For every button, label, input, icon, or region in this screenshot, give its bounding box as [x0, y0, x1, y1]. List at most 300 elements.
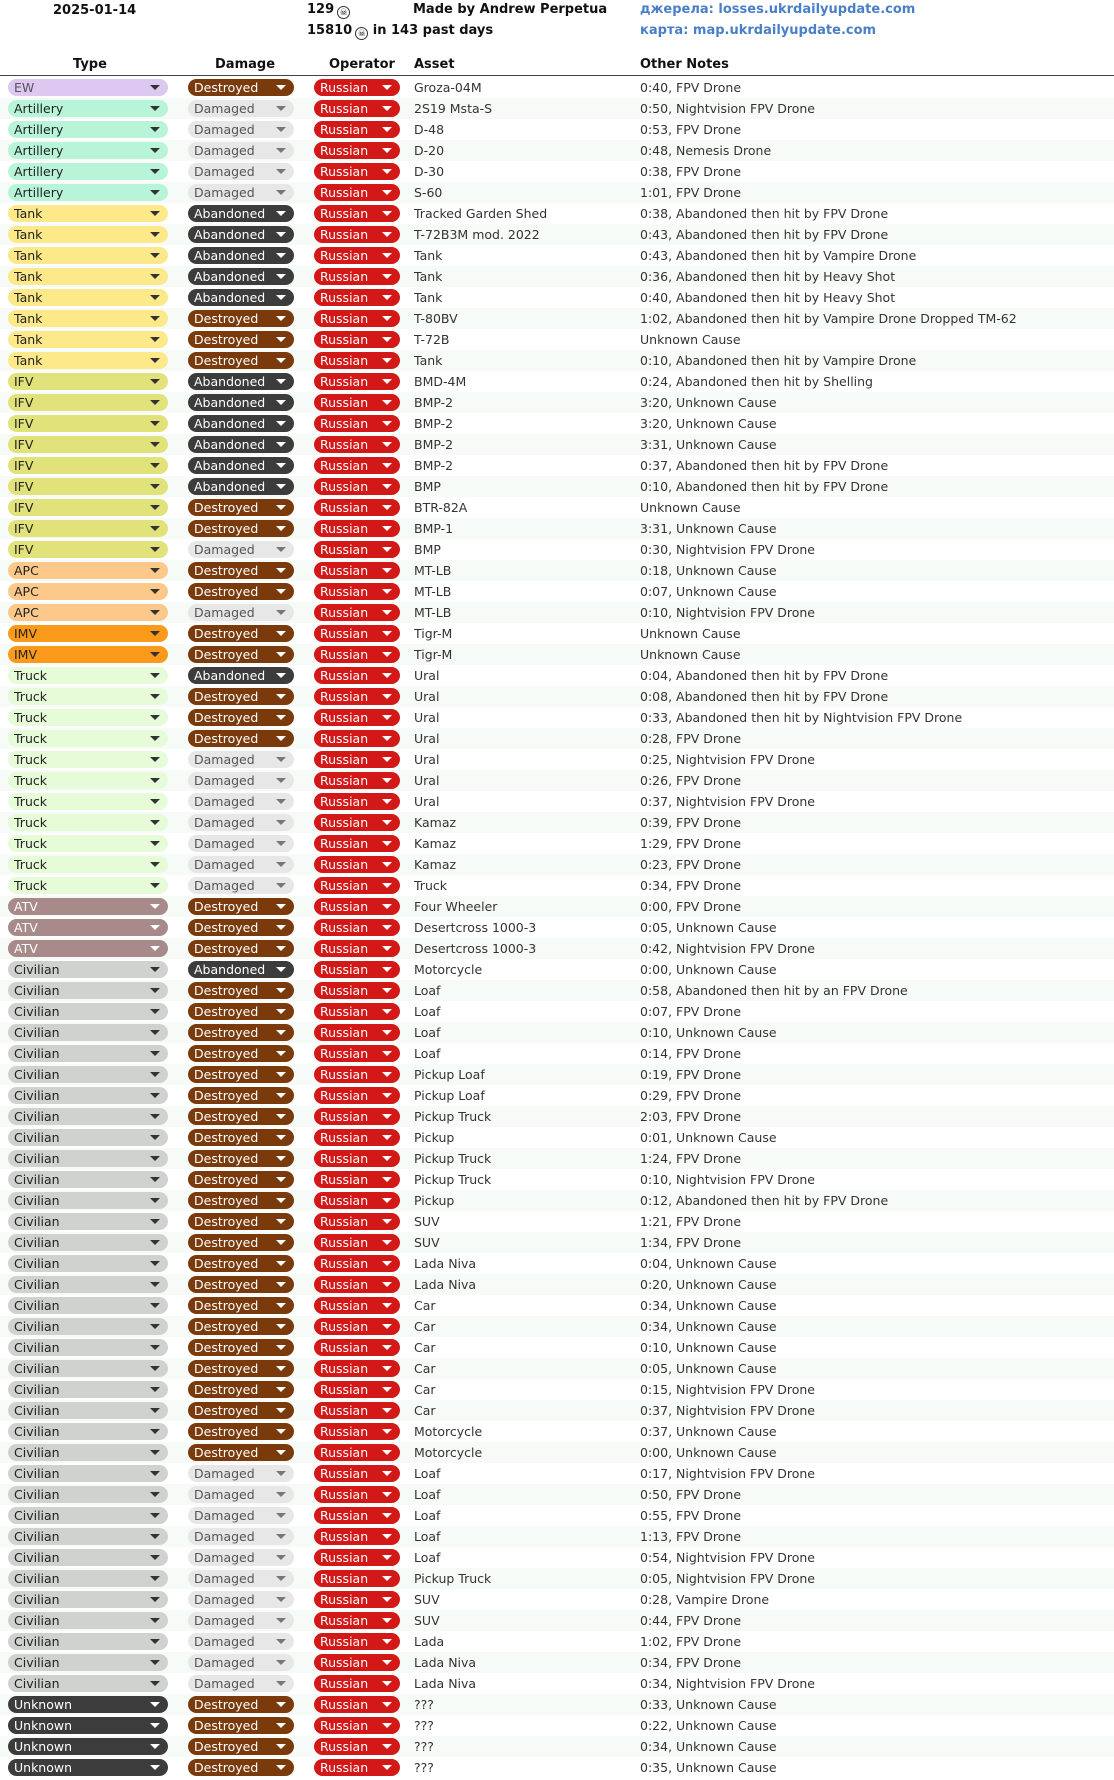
- type-dropdown[interactable]: IFV: [8, 415, 168, 432]
- table-row: [0, 1022, 1114, 1043]
- type-dropdown[interactable]: Civilian: [8, 1087, 168, 1104]
- operator-dropdown[interactable]: Russian: [314, 1717, 400, 1734]
- operator-dropdown[interactable]: Russian: [314, 1486, 400, 1503]
- asset-cell: BMP-2: [414, 458, 454, 473]
- damage-dropdown[interactable]: Destroyed: [188, 79, 294, 96]
- operator-dropdown[interactable]: Russian: [314, 142, 400, 159]
- operator-dropdown[interactable]: Russian: [314, 415, 400, 432]
- type-dropdown[interactable]: Civilian: [8, 1003, 168, 1020]
- damage-dropdown[interactable]: Damaged: [188, 877, 294, 894]
- operator-dropdown[interactable]: Russian: [314, 835, 400, 852]
- operator-dropdown[interactable]: Russian: [314, 394, 400, 411]
- table-row: [0, 728, 1114, 749]
- damage-dropdown[interactable]: Damaged: [188, 856, 294, 873]
- type-dropdown[interactable]: Civilian: [8, 1486, 168, 1503]
- table-row: [0, 1736, 1114, 1757]
- type-dropdown[interactable]: Civilian: [8, 1381, 168, 1398]
- notes-cell: 0:10, Unknown Cause: [640, 1025, 777, 1040]
- asset-cell: Car: [414, 1340, 436, 1355]
- operator-dropdown[interactable]: Russian: [314, 1150, 400, 1167]
- asset-cell: Pickup: [414, 1130, 455, 1145]
- type-dropdown[interactable]: Civilian: [8, 1129, 168, 1146]
- operator-dropdown[interactable]: Russian: [314, 289, 400, 306]
- type-dropdown[interactable]: Civilian: [8, 1150, 168, 1167]
- table-row: [0, 1106, 1114, 1127]
- type-dropdown[interactable]: Tank: [8, 226, 168, 243]
- operator-dropdown[interactable]: Russian: [314, 1423, 400, 1440]
- notes-cell: 1:21, FPV Drone: [640, 1214, 742, 1229]
- operator-dropdown[interactable]: Russian: [314, 1738, 400, 1755]
- damage-dropdown[interactable]: Damaged: [188, 1528, 294, 1545]
- damage-dropdown[interactable]: Destroyed: [188, 919, 294, 936]
- operator-dropdown[interactable]: Russian: [314, 961, 400, 978]
- type-dropdown[interactable]: Truck: [8, 751, 168, 768]
- type-dropdown[interactable]: Tank: [8, 205, 168, 222]
- operator-dropdown[interactable]: Russian: [314, 667, 400, 684]
- damage-dropdown[interactable]: Abandoned: [188, 457, 294, 474]
- operator-dropdown[interactable]: Russian: [314, 646, 400, 663]
- type-dropdown[interactable]: Civilian: [8, 1318, 168, 1335]
- operator-dropdown[interactable]: Russian: [314, 688, 400, 705]
- damage-dropdown[interactable]: Destroyed: [188, 520, 294, 537]
- type-dropdown[interactable]: Tank: [8, 268, 168, 285]
- type-dropdown[interactable]: APC: [8, 604, 168, 621]
- operator-dropdown[interactable]: Russian: [314, 562, 400, 579]
- damage-dropdown[interactable]: Abandoned: [188, 667, 294, 684]
- notes-cell: 3:20, Unknown Cause: [640, 395, 777, 410]
- type-dropdown[interactable]: IMV: [8, 625, 168, 642]
- damage-dropdown[interactable]: Destroyed: [188, 1129, 294, 1146]
- damage-dropdown[interactable]: Destroyed: [188, 625, 294, 642]
- damage-dropdown[interactable]: Damaged: [188, 541, 294, 558]
- type-dropdown[interactable]: ATV: [8, 919, 168, 936]
- operator-dropdown[interactable]: Russian: [314, 1171, 400, 1188]
- damage-dropdown[interactable]: Destroyed: [188, 1423, 294, 1440]
- notes-cell: 0:37, Unknown Cause: [640, 1424, 777, 1439]
- report-date: 2025-01-14: [53, 3, 137, 18]
- type-dropdown[interactable]: Civilian: [8, 1024, 168, 1041]
- type-dropdown[interactable]: IFV: [8, 478, 168, 495]
- damage-dropdown[interactable]: Destroyed: [188, 730, 294, 747]
- table-row: [0, 623, 1114, 644]
- damage-dropdown[interactable]: Damaged: [188, 1675, 294, 1692]
- type-dropdown[interactable]: Civilian: [8, 1507, 168, 1524]
- type-dropdown[interactable]: Tank: [8, 352, 168, 369]
- damage-dropdown[interactable]: Destroyed: [188, 352, 294, 369]
- notes-cell: 1:02, FPV Drone: [640, 1634, 742, 1649]
- damage-dropdown[interactable]: Destroyed: [188, 1276, 294, 1293]
- operator-dropdown[interactable]: Russian: [314, 1129, 400, 1146]
- damage-dropdown[interactable]: Destroyed: [188, 562, 294, 579]
- type-dropdown[interactable]: Civilian: [8, 1234, 168, 1251]
- operator-dropdown[interactable]: Russian: [314, 877, 400, 894]
- table-row: [0, 392, 1114, 413]
- damage-dropdown[interactable]: Abandoned: [188, 394, 294, 411]
- asset-cell: BMP: [414, 542, 441, 557]
- operator-dropdown[interactable]: Russian: [314, 163, 400, 180]
- table-row: [0, 434, 1114, 455]
- damage-dropdown[interactable]: Destroyed: [188, 1024, 294, 1041]
- damage-dropdown[interactable]: Destroyed: [188, 898, 294, 915]
- asset-cell: Car: [414, 1319, 436, 1334]
- damage-dropdown[interactable]: Destroyed: [188, 310, 294, 327]
- damage-dropdown[interactable]: Destroyed: [188, 1108, 294, 1125]
- type-dropdown[interactable]: Truck: [8, 688, 168, 705]
- operator-dropdown[interactable]: Russian: [314, 1675, 400, 1692]
- asset-cell: Motorcycle: [414, 962, 483, 977]
- type-dropdown[interactable]: Civilian: [8, 1213, 168, 1230]
- type-dropdown[interactable]: Civilian: [8, 1045, 168, 1062]
- asset-cell: Loaf: [414, 1466, 441, 1481]
- operator-dropdown[interactable]: Russian: [314, 1759, 400, 1776]
- damage-dropdown[interactable]: Damaged: [188, 184, 294, 201]
- skull-icon: ☠: [355, 27, 368, 40]
- damage-dropdown[interactable]: Damaged: [188, 142, 294, 159]
- operator-dropdown[interactable]: Russian: [314, 310, 400, 327]
- table-row: [0, 1484, 1114, 1505]
- operator-dropdown[interactable]: Russian: [314, 1276, 400, 1293]
- damage-dropdown[interactable]: Destroyed: [188, 331, 294, 348]
- operator-dropdown[interactable]: Russian: [314, 1192, 400, 1209]
- operator-dropdown[interactable]: Russian: [314, 121, 400, 138]
- type-dropdown[interactable]: Artillery: [8, 163, 168, 180]
- operator-dropdown[interactable]: Russian: [314, 1528, 400, 1545]
- type-dropdown[interactable]: Civilian: [8, 1276, 168, 1293]
- type-dropdown[interactable]: Civilian: [8, 1108, 168, 1125]
- damage-dropdown[interactable]: Damaged: [188, 1507, 294, 1524]
- operator-dropdown[interactable]: Russian: [314, 1570, 400, 1587]
- damage-dropdown[interactable]: Abandoned: [188, 961, 294, 978]
- operator-dropdown[interactable]: Russian: [314, 814, 400, 831]
- type-dropdown[interactable]: Truck: [8, 730, 168, 747]
- damage-dropdown[interactable]: Abandoned: [188, 478, 294, 495]
- damage-dropdown[interactable]: Destroyed: [188, 1066, 294, 1083]
- type-dropdown[interactable]: Civilian: [8, 1591, 168, 1608]
- type-dropdown[interactable]: Civilian: [8, 1654, 168, 1671]
- type-dropdown[interactable]: Truck: [8, 877, 168, 894]
- operator-dropdown[interactable]: Russian: [314, 373, 400, 390]
- damage-dropdown[interactable]: Destroyed: [188, 1444, 294, 1461]
- type-dropdown[interactable]: IFV: [8, 499, 168, 516]
- damage-dropdown[interactable]: Damaged: [188, 1549, 294, 1566]
- operator-dropdown[interactable]: Russian: [314, 1360, 400, 1377]
- asset-cell: Motorcycle: [414, 1445, 483, 1460]
- notes-cell: 0:30, Nightvision FPV Drone: [640, 542, 815, 557]
- damage-dropdown[interactable]: Destroyed: [188, 1738, 294, 1755]
- damage-dropdown[interactable]: Destroyed: [188, 1381, 294, 1398]
- type-dropdown[interactable]: Truck: [8, 772, 168, 789]
- table-row: [0, 1169, 1114, 1190]
- operator-dropdown[interactable]: Russian: [314, 1633, 400, 1650]
- type-dropdown[interactable]: Truck: [8, 835, 168, 852]
- operator-dropdown[interactable]: Russian: [314, 1612, 400, 1629]
- damage-dropdown[interactable]: Damaged: [188, 1591, 294, 1608]
- damage-dropdown[interactable]: Damaged: [188, 121, 294, 138]
- damage-dropdown[interactable]: Abandoned: [188, 436, 294, 453]
- operator-dropdown[interactable]: Russian: [314, 1024, 400, 1041]
- type-dropdown[interactable]: Artillery: [8, 121, 168, 138]
- operator-dropdown[interactable]: Russian: [314, 1297, 400, 1314]
- damage-dropdown[interactable]: Abandoned: [188, 226, 294, 243]
- operator-dropdown[interactable]: Russian: [314, 457, 400, 474]
- type-dropdown[interactable]: IFV: [8, 394, 168, 411]
- type-dropdown[interactable]: Civilian: [8, 1633, 168, 1650]
- type-dropdown[interactable]: Civilian: [8, 961, 168, 978]
- damage-dropdown[interactable]: Damaged: [188, 793, 294, 810]
- operator-dropdown[interactable]: Russian: [314, 625, 400, 642]
- damage-dropdown[interactable]: Destroyed: [188, 646, 294, 663]
- damage-dropdown[interactable]: Destroyed: [188, 1234, 294, 1251]
- notes-cell: 1:13, FPV Drone: [640, 1529, 742, 1544]
- operator-dropdown[interactable]: Russian: [314, 79, 400, 96]
- notes-cell: 0:48, Nemesis Drone: [640, 143, 772, 158]
- type-dropdown[interactable]: Civilian: [8, 1444, 168, 1461]
- type-dropdown[interactable]: Civilian: [8, 1570, 168, 1587]
- type-dropdown[interactable]: Tank: [8, 289, 168, 306]
- type-dropdown[interactable]: Artillery: [8, 184, 168, 201]
- type-dropdown[interactable]: Tank: [8, 310, 168, 327]
- type-dropdown[interactable]: Truck: [8, 856, 168, 873]
- notes-cell: 0:34, Unknown Cause: [640, 1319, 777, 1334]
- damage-dropdown[interactable]: Damaged: [188, 1465, 294, 1482]
- type-dropdown[interactable]: Unknown: [8, 1759, 168, 1776]
- type-dropdown[interactable]: APC: [8, 583, 168, 600]
- operator-dropdown[interactable]: Russian: [314, 226, 400, 243]
- operator-dropdown[interactable]: Russian: [314, 1465, 400, 1482]
- notes-cell: 0:39, FPV Drone: [640, 815, 742, 830]
- table-row: [0, 203, 1114, 224]
- operator-dropdown[interactable]: Russian: [314, 1003, 400, 1020]
- column-header-notes: Other Notes: [640, 57, 729, 72]
- type-dropdown[interactable]: IFV: [8, 541, 168, 558]
- operator-dropdown[interactable]: Russian: [314, 772, 400, 789]
- type-dropdown[interactable]: IFV: [8, 457, 168, 474]
- table-row: [0, 308, 1114, 329]
- type-dropdown[interactable]: Artillery: [8, 142, 168, 159]
- sources-link[interactable]: джерела: losses.ukrdailyupdate.com: [640, 2, 916, 17]
- operator-dropdown[interactable]: Russian: [314, 1381, 400, 1398]
- operator-dropdown[interactable]: Russian: [314, 856, 400, 873]
- operator-dropdown[interactable]: Russian: [314, 583, 400, 600]
- type-dropdown[interactable]: IMV: [8, 646, 168, 663]
- type-dropdown[interactable]: Civilian: [8, 1297, 168, 1314]
- asset-cell: Loaf: [414, 983, 441, 998]
- operator-dropdown[interactable]: Russian: [314, 1087, 400, 1104]
- damage-dropdown[interactable]: Abandoned: [188, 268, 294, 285]
- type-dropdown[interactable]: Civilian: [8, 1360, 168, 1377]
- damage-dropdown[interactable]: Destroyed: [188, 1087, 294, 1104]
- table-row: [0, 518, 1114, 539]
- type-dropdown[interactable]: Unknown: [8, 1696, 168, 1713]
- operator-dropdown[interactable]: Russian: [314, 1108, 400, 1125]
- notes-cell: 0:34, FPV Drone: [640, 878, 742, 893]
- notes-cell: 0:53, FPV Drone: [640, 122, 742, 137]
- damage-dropdown[interactable]: Damaged: [188, 772, 294, 789]
- damage-dropdown[interactable]: Abandoned: [188, 247, 294, 264]
- type-dropdown[interactable]: APC: [8, 562, 168, 579]
- table-row: [0, 938, 1114, 959]
- asset-cell: Tank: [414, 269, 443, 284]
- operator-dropdown[interactable]: Russian: [314, 100, 400, 117]
- damage-dropdown[interactable]: Destroyed: [188, 982, 294, 999]
- notes-cell: 0:25, Nightvision FPV Drone: [640, 752, 815, 767]
- damage-dropdown[interactable]: Destroyed: [188, 1192, 294, 1209]
- asset-cell: Motorcycle: [414, 1424, 483, 1439]
- operator-dropdown[interactable]: Russian: [314, 478, 400, 495]
- operator-dropdown[interactable]: Russian: [314, 730, 400, 747]
- operator-dropdown[interactable]: Russian: [314, 1234, 400, 1251]
- damage-dropdown[interactable]: Destroyed: [188, 1045, 294, 1062]
- table-row: [0, 749, 1114, 770]
- damage-dropdown[interactable]: Destroyed: [188, 1171, 294, 1188]
- type-dropdown[interactable]: Civilian: [8, 1549, 168, 1566]
- operator-dropdown[interactable]: Russian: [314, 205, 400, 222]
- type-dropdown[interactable]: Tank: [8, 331, 168, 348]
- operator-dropdown[interactable]: Russian: [314, 1066, 400, 1083]
- damage-dropdown[interactable]: Destroyed: [188, 940, 294, 957]
- type-dropdown[interactable]: Civilian: [8, 1423, 168, 1440]
- damage-dropdown[interactable]: Destroyed: [188, 1360, 294, 1377]
- damage-dropdown[interactable]: Destroyed: [188, 1255, 294, 1272]
- damage-dropdown[interactable]: Destroyed: [188, 1759, 294, 1776]
- type-dropdown[interactable]: Civilian: [8, 1066, 168, 1083]
- type-dropdown[interactable]: Civilian: [8, 1255, 168, 1272]
- operator-dropdown[interactable]: Russian: [314, 184, 400, 201]
- operator-dropdown[interactable]: Russian: [314, 268, 400, 285]
- type-dropdown[interactable]: ATV: [8, 940, 168, 957]
- operator-dropdown[interactable]: Russian: [314, 436, 400, 453]
- damage-dropdown[interactable]: Destroyed: [188, 1717, 294, 1734]
- type-dropdown[interactable]: Artillery: [8, 100, 168, 117]
- asset-cell: MT-LB: [414, 605, 452, 620]
- damage-dropdown[interactable]: Damaged: [188, 1612, 294, 1629]
- damage-dropdown[interactable]: Destroyed: [188, 1339, 294, 1356]
- asset-cell: Lada Niva: [414, 1256, 477, 1271]
- type-dropdown[interactable]: Civilian: [8, 1528, 168, 1545]
- asset-cell: Tank: [414, 290, 443, 305]
- type-dropdown[interactable]: EW: [8, 79, 168, 96]
- damage-dropdown[interactable]: Damaged: [188, 1654, 294, 1671]
- type-dropdown[interactable]: IFV: [8, 373, 168, 390]
- asset-cell: Ural: [414, 794, 440, 809]
- type-dropdown[interactable]: Civilian: [8, 1402, 168, 1419]
- damage-dropdown[interactable]: Destroyed: [188, 1696, 294, 1713]
- damage-dropdown[interactable]: Destroyed: [188, 499, 294, 516]
- operator-dropdown[interactable]: Russian: [314, 1507, 400, 1524]
- table-row: [0, 1463, 1114, 1484]
- type-dropdown[interactable]: Civilian: [8, 1339, 168, 1356]
- damage-dropdown[interactable]: Damaged: [188, 1633, 294, 1650]
- operator-dropdown[interactable]: Russian: [314, 919, 400, 936]
- table-row: [0, 1547, 1114, 1568]
- asset-cell: BMP-2: [414, 395, 454, 410]
- type-dropdown[interactable]: Civilian: [8, 1675, 168, 1692]
- operator-dropdown[interactable]: Russian: [314, 604, 400, 621]
- type-dropdown[interactable]: Truck: [8, 709, 168, 726]
- operator-dropdown[interactable]: Russian: [314, 1591, 400, 1608]
- damage-dropdown[interactable]: Destroyed: [188, 1297, 294, 1314]
- damage-dropdown[interactable]: Damaged: [188, 751, 294, 768]
- asset-cell: BTR-82A: [414, 500, 468, 515]
- type-dropdown[interactable]: Truck: [8, 814, 168, 831]
- operator-dropdown[interactable]: Russian: [314, 898, 400, 915]
- type-dropdown[interactable]: Tank: [8, 247, 168, 264]
- damage-dropdown[interactable]: Damaged: [188, 814, 294, 831]
- damage-dropdown[interactable]: Destroyed: [188, 1213, 294, 1230]
- type-dropdown[interactable]: Civilian: [8, 1192, 168, 1209]
- type-dropdown[interactable]: IFV: [8, 436, 168, 453]
- damage-dropdown[interactable]: Damaged: [188, 835, 294, 852]
- column-header-type: Type: [73, 57, 107, 72]
- operator-dropdown[interactable]: Russian: [314, 1696, 400, 1713]
- damage-dropdown[interactable]: Damaged: [188, 1486, 294, 1503]
- operator-dropdown[interactable]: Russian: [314, 793, 400, 810]
- type-dropdown[interactable]: Truck: [8, 793, 168, 810]
- asset-cell: Truck: [414, 878, 447, 893]
- damage-dropdown[interactable]: Damaged: [188, 100, 294, 117]
- operator-dropdown[interactable]: Russian: [314, 520, 400, 537]
- type-dropdown[interactable]: IFV: [8, 520, 168, 537]
- table-row: [0, 1190, 1114, 1211]
- operator-dropdown[interactable]: Russian: [314, 1318, 400, 1335]
- table-row: [0, 1652, 1114, 1673]
- operator-dropdown[interactable]: Russian: [314, 940, 400, 957]
- damage-dropdown[interactable]: Abandoned: [188, 289, 294, 306]
- type-dropdown[interactable]: Unknown: [8, 1738, 168, 1755]
- asset-cell: Tank: [414, 353, 443, 368]
- damage-dropdown[interactable]: Abandoned: [188, 205, 294, 222]
- type-dropdown[interactable]: Civilian: [8, 1171, 168, 1188]
- damage-dropdown[interactable]: Destroyed: [188, 1150, 294, 1167]
- operator-dropdown[interactable]: Russian: [314, 1255, 400, 1272]
- damage-dropdown[interactable]: Abandoned: [188, 373, 294, 390]
- damage-dropdown[interactable]: Destroyed: [188, 688, 294, 705]
- operator-dropdown[interactable]: Russian: [314, 1213, 400, 1230]
- operator-dropdown[interactable]: Russian: [314, 1654, 400, 1671]
- operator-dropdown[interactable]: Russian: [314, 499, 400, 516]
- damage-dropdown[interactable]: Damaged: [188, 604, 294, 621]
- damage-dropdown[interactable]: Destroyed: [188, 1003, 294, 1020]
- operator-dropdown[interactable]: Russian: [314, 709, 400, 726]
- type-dropdown[interactable]: Truck: [8, 667, 168, 684]
- operator-dropdown[interactable]: Russian: [314, 1339, 400, 1356]
- type-dropdown[interactable]: Civilian: [8, 1612, 168, 1629]
- damage-dropdown[interactable]: Damaged: [188, 163, 294, 180]
- type-dropdown[interactable]: Civilian: [8, 982, 168, 999]
- operator-dropdown[interactable]: Russian: [314, 982, 400, 999]
- damage-dropdown[interactable]: Destroyed: [188, 1318, 294, 1335]
- operator-dropdown[interactable]: Russian: [314, 1444, 400, 1461]
- operator-dropdown[interactable]: Russian: [314, 352, 400, 369]
- damage-dropdown[interactable]: Abandoned: [188, 415, 294, 432]
- operator-dropdown[interactable]: Russian: [314, 751, 400, 768]
- type-dropdown[interactable]: Unknown: [8, 1717, 168, 1734]
- operator-dropdown[interactable]: Russian: [314, 247, 400, 264]
- operator-dropdown[interactable]: Russian: [314, 1402, 400, 1419]
- damage-dropdown[interactable]: Destroyed: [188, 583, 294, 600]
- operator-dropdown[interactable]: Russian: [314, 1045, 400, 1062]
- asset-cell: Ural: [414, 689, 440, 704]
- damage-dropdown[interactable]: Damaged: [188, 1570, 294, 1587]
- map-link[interactable]: карта: map.ukrdailyupdate.com: [640, 23, 877, 38]
- damage-dropdown[interactable]: Destroyed: [188, 1402, 294, 1419]
- damage-dropdown[interactable]: Destroyed: [188, 709, 294, 726]
- operator-dropdown[interactable]: Russian: [314, 541, 400, 558]
- type-dropdown[interactable]: ATV: [8, 898, 168, 915]
- operator-dropdown[interactable]: Russian: [314, 1549, 400, 1566]
- operator-dropdown[interactable]: Russian: [314, 331, 400, 348]
- type-dropdown[interactable]: Civilian: [8, 1465, 168, 1482]
